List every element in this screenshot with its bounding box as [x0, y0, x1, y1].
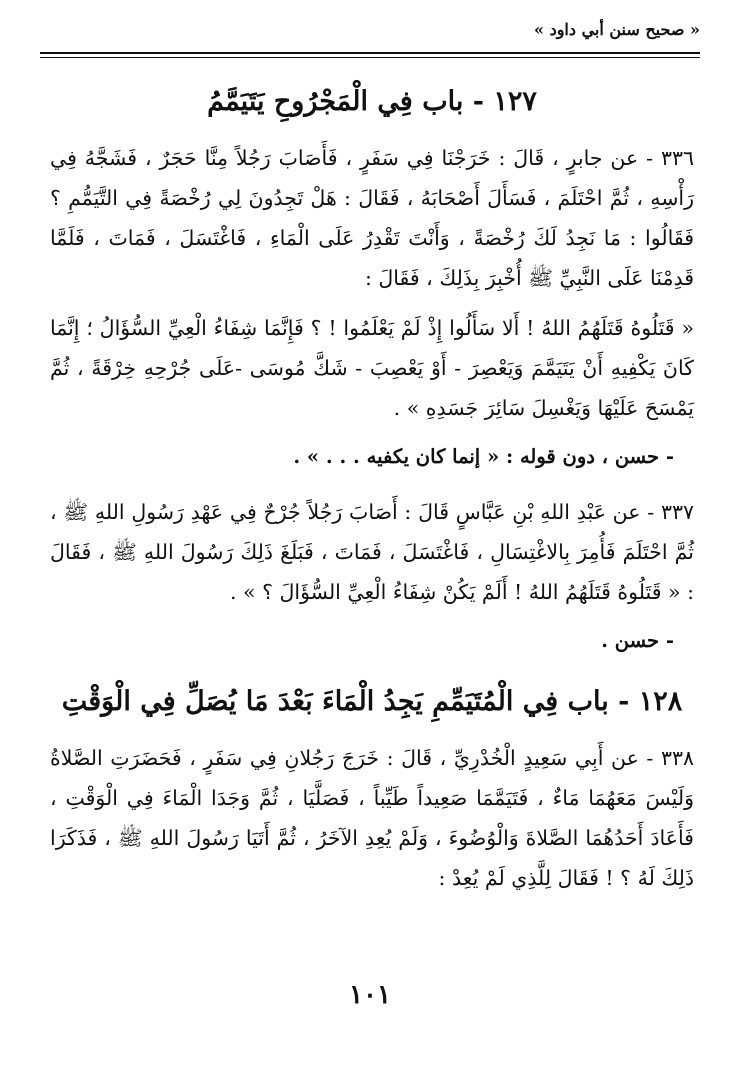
chapter-title-128: ١٢٨ - باب فِي الْمُتَيَمِّمِ يَجِدُ الْمَاءَ بَعْدَ مَا يُصَلِّ فِي الْوَقْتِ — [61, 686, 683, 717]
hadith-336-grade: - حسن ، دون قوله : « إنما كان يكفيه . . . » . — [293, 445, 674, 468]
hadith-336-quote: « قَتَلُوهُ قَتَلَهُمُ اللهُ ! أَلا سَأَلُوا إِذْ لَمْ يَعْلَمُوا ! ؟ فَإِنَّمَا شِفَاءُ الْعِيِّ السُّؤَالُ ؛ إِنَّمَا كَانَ يَكْفِيهِ أَنْ يَتَيَمَّمَ وَيَعْصِرَ - أَوْ يَعْصِبَ - شَكَّ مُوسَى -عَلَى جُرْحِهِ خِرْقَةً ، ثُمَّ يَمْسَحَ عَلَيْهَا وَيَغْسِلَ سَائِرَ جَسَدِهِ » . — [50, 316, 694, 420]
header-rule — [40, 52, 700, 58]
hadith-337-text: ٣٣٧ - عن عَبْدِ اللهِ بْنِ عَبَّاسٍ قَالَ : أَصَابَ رَجُلاً جُرْحٌ فِي عَهْدِ رَسُولِ اللهِ ﷺ ، ثُمَّ احْتَلَمَ فَأُمِرَ بِالاغْتِسَالِ ، فَاغْتَسَلَ ، فَمَاتَ ، فَبَلَغَ ذَلِكَ رَسُولَ اللهِ ﷺ ، فَقَالَ : « قَتَلُوهُ قَتَلَهُمُ اللهُ ! أَلَمْ يَكُنْ شِفَاءُ الْعِيِّ السُّؤَالَ ؟ » . — [50, 500, 694, 604]
page-content — [50, 68, 694, 908]
hadith-338-text: ٣٣٨ - عن أَبِي سَعِيدٍ الْخُدْرِيِّ ، قَالَ : خَرَجَ رَجُلانِ فِي سَفَرٍ ، فَحَضَرَتِ الصَّلاةُ وَلَيْسَ مَعَهُمَا مَاءٌ ، فَتَيَمَّمَا صَعِيداً طَيِّباً ، فَصَلَّيَا ، ثُمَّ وَجَدَا الْمَاءَ فِي الْوَقْتِ ، فَأَعَادَ أَحَدُهُمَا الصَّلاةَ وَالْوُضُوءَ ، وَلَمْ يُعِدِ الآخَرُ ، ثُمَّ أَتَيَا رَسُولَ اللهِ ﷺ ، فَذَكَرَا ذَلِكَ لَهُ ؟ ! فَقَالَ لِلَّذِي لَمْ يُعِدْ : — [50, 746, 694, 890]
running-head: « صحيح سنن أبي داود » — [534, 20, 700, 39]
hadith-336-text: ٣٣٦ - عن جابرٍ ، قَالَ : خَرَجْنَا فِي سَفَرٍ ، فَأَصَابَ رَجُلاً مِنَّا حَجَرٌ ، فَشَجَّهُ فِي رَأْسِهِ ، ثُمَّ احْتَلَمَ ، فَسَأَلَ أَصْحَابَهُ ، فَقَالَ : هَلْ تَجِدُونَ لِي رُخْصَةً فِي التَّيَمُّمِ ؟ فَقَالُوا : مَا نَجِدُ لَكَ رُخْصَةً ، وَأَنْتَ تَقْدِرُ عَلَى الْمَاءِ ، فَاغْتَسَلَ ، فَمَاتَ ، فَلَمَّا قَدِمْنَا عَلَى النَّبِيِّ ﷺ أُخْبِرَ بِذَلِكَ ، فَقَالَ : — [50, 146, 694, 290]
chapter-title-127: ١٢٧ - باب فِي الْمَجْرُوحِ يَتَيَمَّمُ — [207, 86, 537, 117]
hadith-337-grade: - حسن . — [601, 629, 674, 652]
page-number: ١٠١ — [349, 980, 391, 1010]
